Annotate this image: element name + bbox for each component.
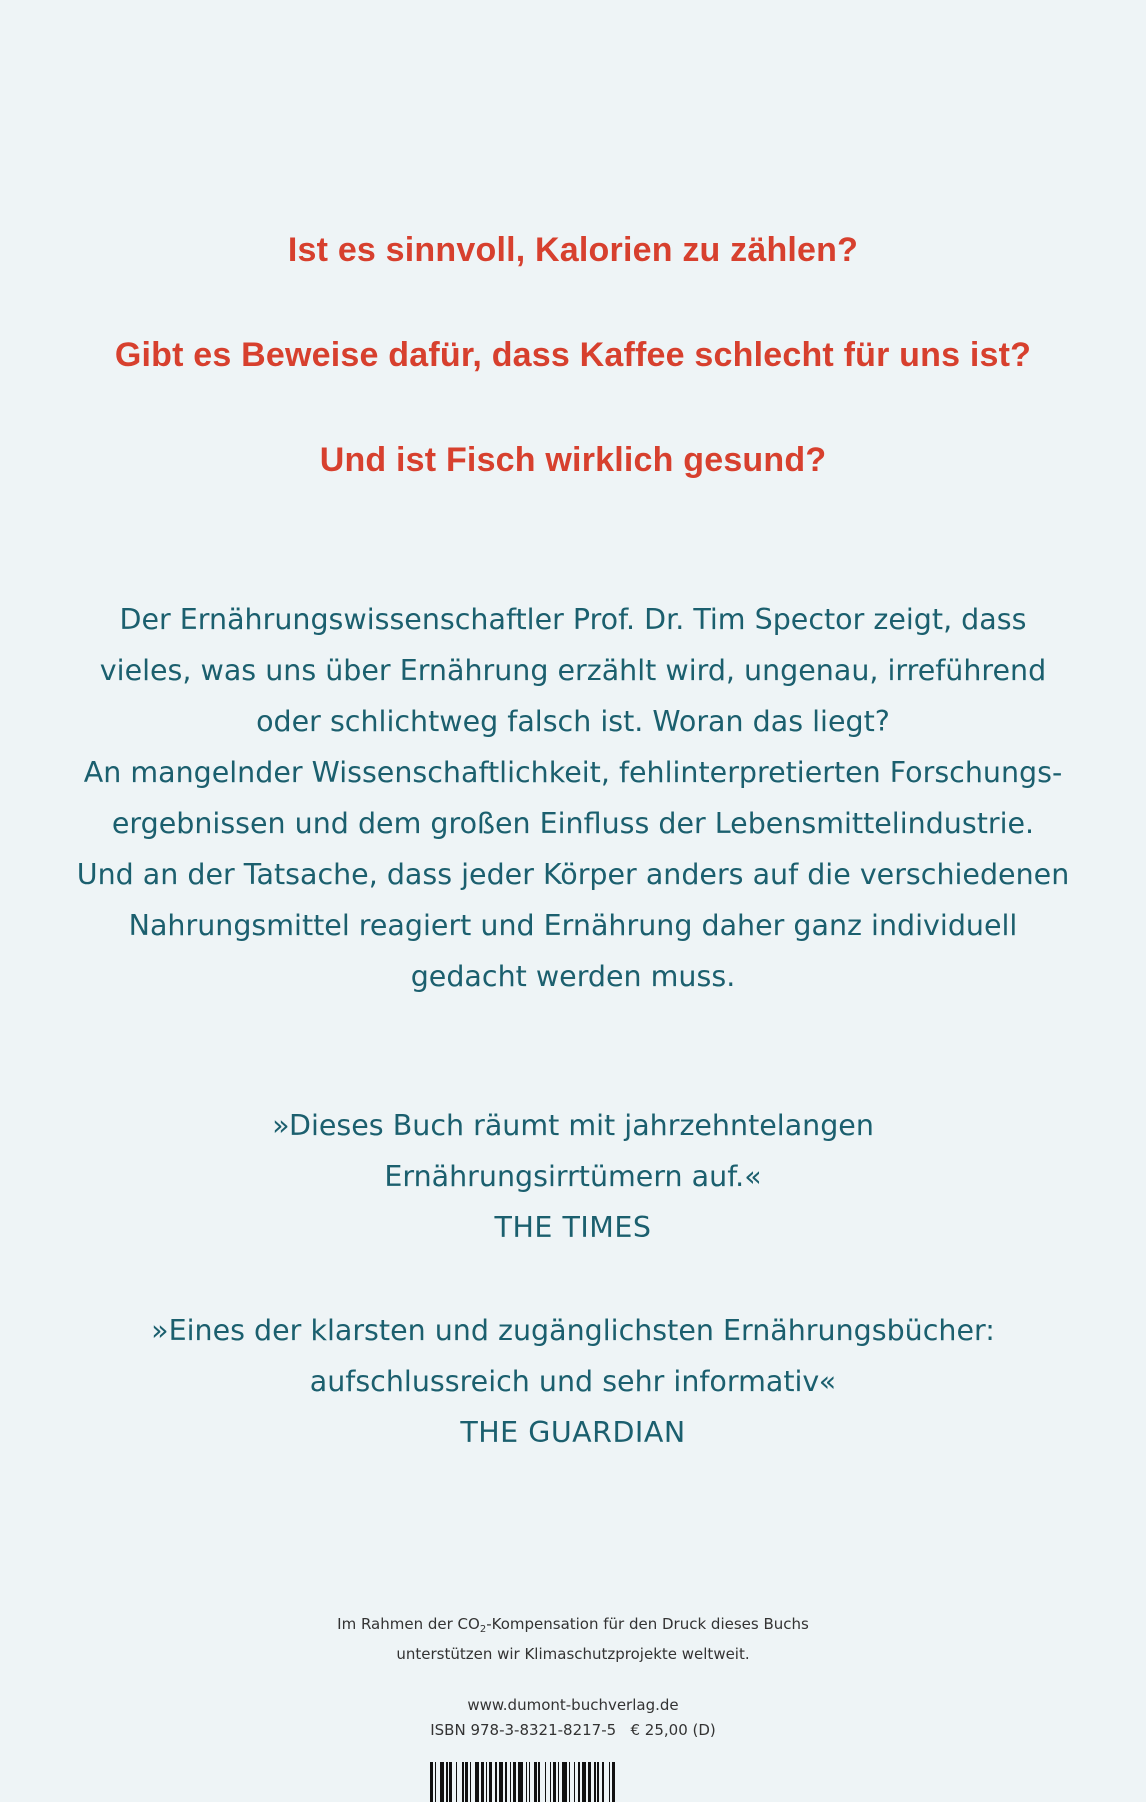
climate-note-text: -Kompensation für den Druck dieses Buchs xyxy=(486,1615,809,1633)
description-line: An mangelnder Wissenschaftlichkeit, fehlinterpretierten Forschungs- xyxy=(83,756,1063,789)
climate-note-text: Im Rahmen der CO xyxy=(337,1615,480,1633)
review-source: THE GUARDIAN xyxy=(460,1416,686,1449)
review-quote-line: »Eines der klarsten und zugänglichsten Ernährungsbücher: xyxy=(151,1314,995,1347)
publisher-info xyxy=(0,1693,1146,1743)
question-2: Gibt es Beweise dafür, dass Kaffee schlecht für uns ist? xyxy=(114,336,1032,374)
barcode-bar xyxy=(612,1762,615,1802)
description-line: oder schlichtweg falsch ist. Woran das liegt? xyxy=(256,705,890,738)
description-line: vieles, was uns über Ernährung erzählt wird, ungenau, irreführend xyxy=(99,654,1047,687)
description-line: Und an der Tatsache, dass jeder Körper anders auf die verschiedenen xyxy=(76,858,1070,891)
review-times xyxy=(0,1100,1146,1253)
isbn-barcode xyxy=(430,1762,720,1802)
co2-subscript: 2 xyxy=(479,1624,487,1635)
review-quote-line: aufschlussreich und sehr informativ« xyxy=(309,1365,837,1398)
description xyxy=(0,594,1146,1002)
isbn-price: ISBN 978-3-8321-8217-5 € 25,00 (D) xyxy=(430,1721,716,1739)
climate-note xyxy=(0,1612,1146,1667)
publisher-website: www.dumont-buchverlag.de xyxy=(467,1696,679,1714)
description-line: Der Ernährungswissenschaftler Prof. Dr. Tim Spector zeigt, dass xyxy=(119,603,1027,636)
review-quote-line: Ernährungsirrtümern auf.« xyxy=(384,1160,762,1193)
description-line: ergebnissen und dem großen Einfluss der Lebensmittelindustrie. xyxy=(111,807,1035,840)
question-3: Und ist Fisch wirklich gesund? xyxy=(319,441,827,479)
review-quote-line: »Dieses Buch räumt mit jahrzehntelangen xyxy=(272,1109,874,1142)
question-1: Ist es sinnvoll, Kalorien zu zählen? xyxy=(287,231,859,269)
climate-note-line-2: unterstützen wir Klimaschutzprojekte weltweit. xyxy=(396,1645,750,1663)
review-source: THE TIMES xyxy=(494,1211,652,1244)
review-guardian xyxy=(0,1305,1146,1458)
description-line: gedacht werden muss. xyxy=(410,960,736,993)
climate-note-line-1 xyxy=(0,1612,1146,1642)
description-line: Nahrungsmittel reagiert und Ernährung daher ganz individuell xyxy=(128,909,1018,942)
